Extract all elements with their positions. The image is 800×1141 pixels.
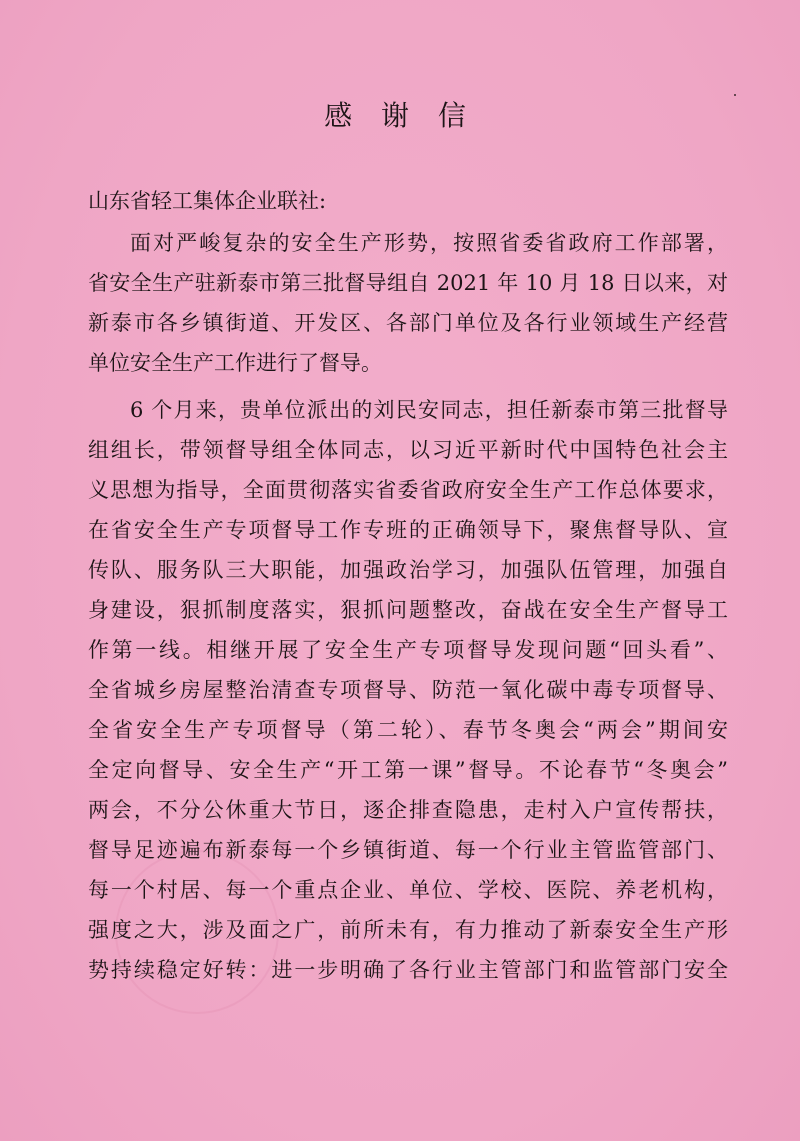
body-line: 势持续稳定好转：进一步明确了各行业主管部门和监管部门安全 xyxy=(88,958,728,982)
body-line: 身建设，狠抓制度落实，狠抓问题整改，奋战在安全生产督导工 xyxy=(88,598,728,622)
body-line: 义思想为指导，全面贯彻落实省委省政府安全生产工作总体要求， xyxy=(88,478,728,502)
salutation: 山东省轻工集体企业联社: xyxy=(88,189,327,213)
body-line: 每一个村居、每一个重点企业、单位、学校、医院、养老机构， xyxy=(88,878,728,902)
body-line: 强度之大，涉及面之广，前所未有，有力推动了新泰安全生产形 xyxy=(88,918,728,942)
body-line: 省安全生产驻新泰市第三批督导组自 2021 年 10 月 18 日以来，对 xyxy=(88,271,728,295)
body-line: 两会，不分公休重大节日，逐企排查隐患，走村入户宣传帮扶， xyxy=(88,798,728,822)
body-line: 全省城乡房屋整治清查专项督导、防范一氧化碳中毒专项督导、 xyxy=(88,678,728,702)
body-line: 组组长，带领督导组全体同志，以习近平新时代中国特色社会主 xyxy=(88,438,728,462)
body-line: 传队、服务队三大职能，加强政治学习，加强队伍管理，加强自 xyxy=(88,558,728,582)
body-line: 面对严峻复杂的安全生产形势，按照省委省政府工作部署， xyxy=(130,231,728,255)
body-line: 6 个月来，贵单位派出的刘民安同志，担任新泰市第三批督导 xyxy=(130,398,728,422)
body-line: 作第一线。相继开展了安全生产专项督导发现问题“回头看”、 xyxy=(88,638,728,662)
letter-title: 感 谢 信 xyxy=(324,99,476,132)
body-line: 全省安全生产专项督导（第二轮）、春节冬奥会“两会”期间安 xyxy=(88,718,728,742)
body-line: 单位安全生产工作进行了督导。 xyxy=(88,351,382,375)
body-line: 全定向督导、安全生产“开工第一课”督导。不论春节“冬奥会” xyxy=(88,758,728,782)
body-line: 新泰市各乡镇街道、开发区、各部门单位及各行业领域生产经营 xyxy=(88,311,728,335)
body-line: 督导足迹遍布新泰每一个乡镇街道、每一个行业主管监管部门、 xyxy=(88,838,728,862)
body-line: 在省安全生产专项督导工作专班的正确领导下，聚焦督导队、宣 xyxy=(88,518,728,542)
